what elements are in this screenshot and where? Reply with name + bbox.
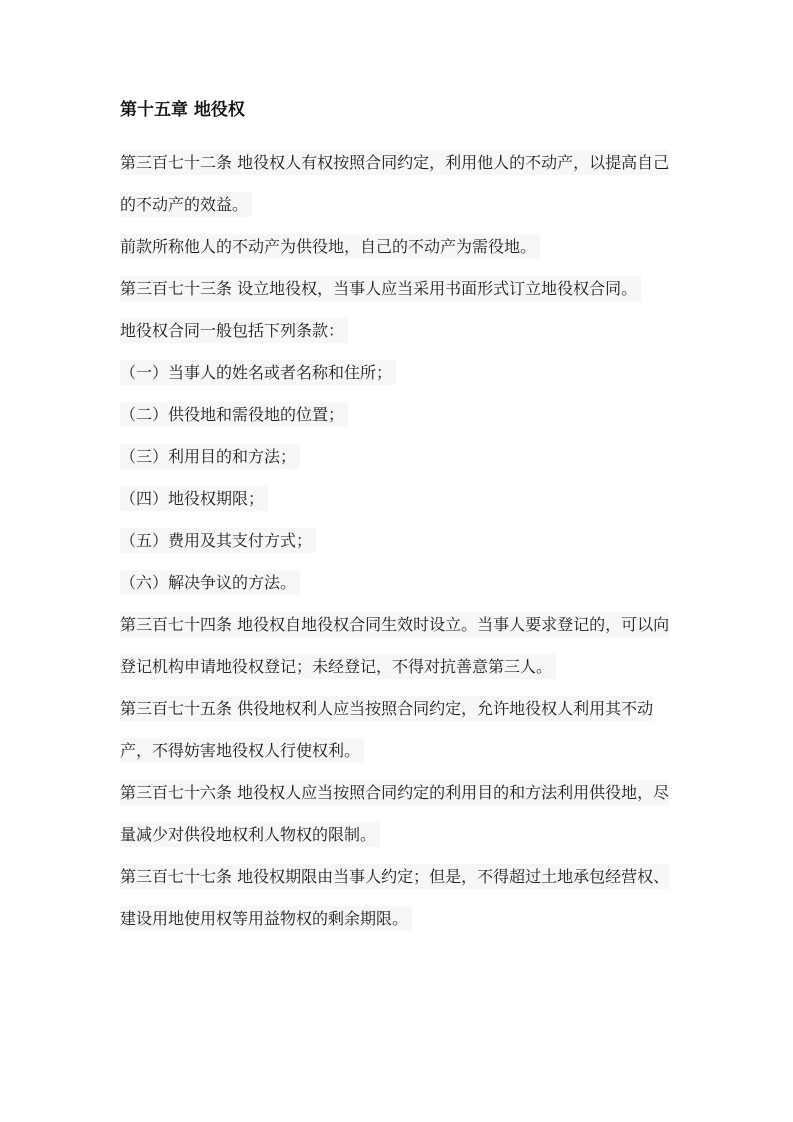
list-item-text: （六）解决争议的方法。 <box>120 570 300 595</box>
document-body <box>120 100 680 940</box>
list-item <box>120 436 680 478</box>
list-item-text: （三）利用目的和方法； <box>120 444 300 469</box>
article-372-note <box>120 226 680 268</box>
list-item-text: （一）当事人的姓名或者名称和住所； <box>120 360 396 385</box>
article-374 <box>120 604 680 688</box>
list-item <box>120 478 680 520</box>
list-item-text: （二）供役地和需役地的位置； <box>120 402 348 427</box>
chapter-title: 第十五章 地役权 <box>120 100 245 120</box>
contract-terms-intro-text: 地役权合同一般包括下列条款： <box>120 318 348 343</box>
list-item-text: （五）费用及其支付方式； <box>120 528 316 553</box>
article-372-text: 第三百七十二条 地役权人有权按照合同约定，利用他人的不动产，以提高自己的不动产的效益。 <box>120 150 669 217</box>
article-377-text: 第三百七十七条 地役权期限由当事人约定；但是，不得超过土地承包经营权、建设用地使用权等用益物权的剩余期限。 <box>120 864 669 931</box>
article-377 <box>120 856 680 940</box>
article-376 <box>120 772 680 856</box>
article-376-text: 第三百七十六条 地役权人应当按照合同约定的利用目的和方法利用供役地，尽量减少对供役地权利人物权的限制。 <box>120 780 669 847</box>
list-item <box>120 394 680 436</box>
contract-terms-intro <box>120 310 680 352</box>
article-374-text: 第三百七十四条 地役权自地役权合同生效时设立。当事人要求登记的，可以向登记机构申请地役权登记；未经登记，不得对抗善意第三人。 <box>120 612 669 679</box>
article-375 <box>120 688 680 772</box>
article-373-text: 第三百七十三条 设立地役权，当事人应当采用书面形式订立地役权合同。 <box>120 276 641 301</box>
list-item-text: （四）地役权期限； <box>120 486 268 511</box>
list-item <box>120 352 680 394</box>
article-372-note-text: 前款所称他人的不动产为供役地，自己的不动产为需役地。 <box>120 234 540 259</box>
list-item <box>120 562 680 604</box>
list-item <box>120 520 680 562</box>
article-373 <box>120 268 680 310</box>
article-375-text: 第三百七十五条 供役地权利人应当按照合同约定，允许地役权人利用其不动产，不得妨害地役权人行使权利。 <box>120 696 653 763</box>
article-372 <box>120 142 680 226</box>
